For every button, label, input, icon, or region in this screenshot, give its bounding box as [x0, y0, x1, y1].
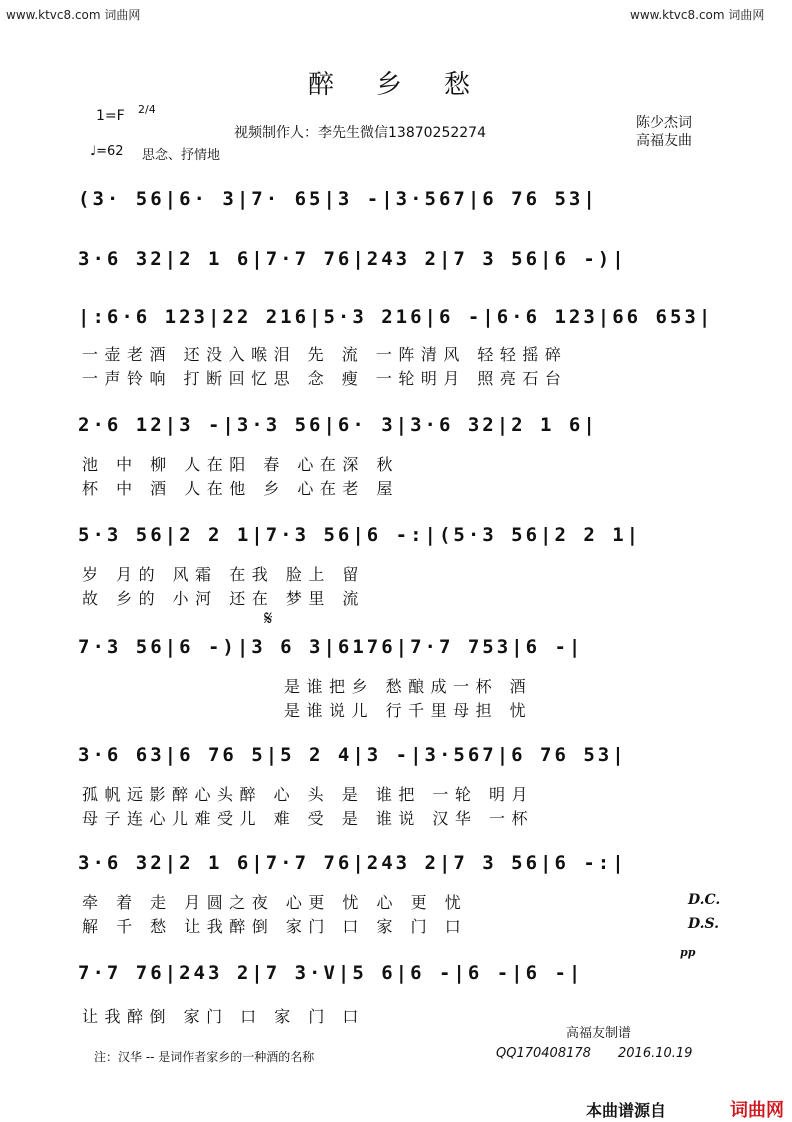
lyric-verse-1: 一壶老酒 还没入喉泪 先 流 一阵清风 轻轻摇碎	[82, 345, 568, 364]
notation-line: |:6·6 123|22 216|5·3 216|6 -|6·6 123|66 653|	[78, 306, 714, 328]
site-header-left[interactable]: www.ktvc8.com 词曲网	[6, 8, 141, 22]
lyric-verse-1: 岁 月的 风霜 在我 脸上 留	[82, 565, 365, 584]
lyric-verse-2: 故 乡的 小河 还在 梦里 流	[82, 589, 365, 608]
composer: 高福友曲	[636, 133, 692, 149]
notation-line: (3· 56|6· 3|7· 65|3 -|3·567|6 76 53|	[78, 188, 598, 210]
source-label: 本曲谱源自	[586, 1101, 667, 1120]
notation-line: 3·6 63|6 76 5|5 2 4|3 -|3·567|6 76 53|	[78, 744, 627, 766]
lyric-verse-2: 是谁说儿 行千里母担 忧	[284, 701, 533, 720]
segno-sign: 𝄋	[264, 606, 273, 630]
time-signature: 2/4	[138, 103, 156, 116]
notation-line: 3·6 32|2 1 6|7·7 76|243 2|7 3 56|6 -:|	[78, 852, 627, 874]
date-stamp: 2016.10.19	[618, 1046, 693, 1061]
notation-line: 3·6 32|2 1 6|7·7 76|243 2|7 3 56|6 -)|	[78, 248, 627, 270]
da-capo-mark: D.C.	[688, 892, 721, 908]
key-signature: 1=F	[96, 108, 125, 124]
lyric-verse-2: 一声铃响 打断回忆思 念 瘦 一轮明月 照亮石台	[82, 369, 568, 388]
expression-marking: 思念、抒情地	[142, 148, 221, 163]
tempo-marking: ♩=62	[90, 144, 124, 159]
notation-line: 5·3 56|2 2 1|7·3 56|6 -:|(5·3 56|2 2 1|	[78, 524, 642, 546]
notation-line: 7·7 76|243 2|7 3·V|5 6|6 -|6 -|6 -|	[78, 962, 584, 984]
lyric-verse-1: 是谁把乡 愁酿成一杯 酒	[284, 677, 533, 696]
lyric-verse-2: 杯 中 酒 人在他 乡 心在老 屋	[82, 479, 400, 498]
notation-line: 7·3 56|6 -)|3 6 3|6176|7·7 753|6 -|	[78, 636, 584, 658]
lyric-verse-1: 池 中 柳 人在阳 春 心在深 秋	[82, 455, 400, 474]
lyric-verse-1: 牵 着 走 月圆之夜 心更 忧 心 更 忧	[82, 893, 468, 912]
lyric-verse-2: 解 千 愁 让我醉倒 家门 口 家 门 口	[82, 917, 468, 936]
lyric-verse-2: 母子连心儿难受儿 难 受 是 谁说 汉华 一杯	[82, 809, 535, 828]
dal-segno-mark: D.S.	[688, 916, 720, 932]
source-site-logo[interactable]: 词曲网	[730, 1100, 784, 1121]
page-title: 醉乡愁	[308, 70, 513, 100]
arranger-credit: 高福友制谱	[566, 1026, 632, 1041]
lyric-verse-1: 让我醉倒 家门 口 家 门 口	[82, 1007, 365, 1026]
qq-number: QQ170408178	[496, 1046, 591, 1061]
pianissimo-mark: pp	[680, 946, 696, 959]
video-maker: 视频制作人：李先生微信13870252274	[234, 125, 486, 141]
notation-line: 2·6 12|3 -|3·3 56|6· 3|3·6 32|2 1 6|	[78, 414, 598, 436]
footnote: 注：汉华 -- 是词作者家乡的一种酒的名称	[94, 1050, 315, 1064]
site-header-right[interactable]: www.ktvc8.com 词曲网	[630, 8, 765, 22]
lyric-verse-1: 孤帆远影醉心头醉 心 头 是 谁把 一轮 明月	[82, 785, 535, 804]
lyricist: 陈少杰词	[636, 115, 692, 131]
